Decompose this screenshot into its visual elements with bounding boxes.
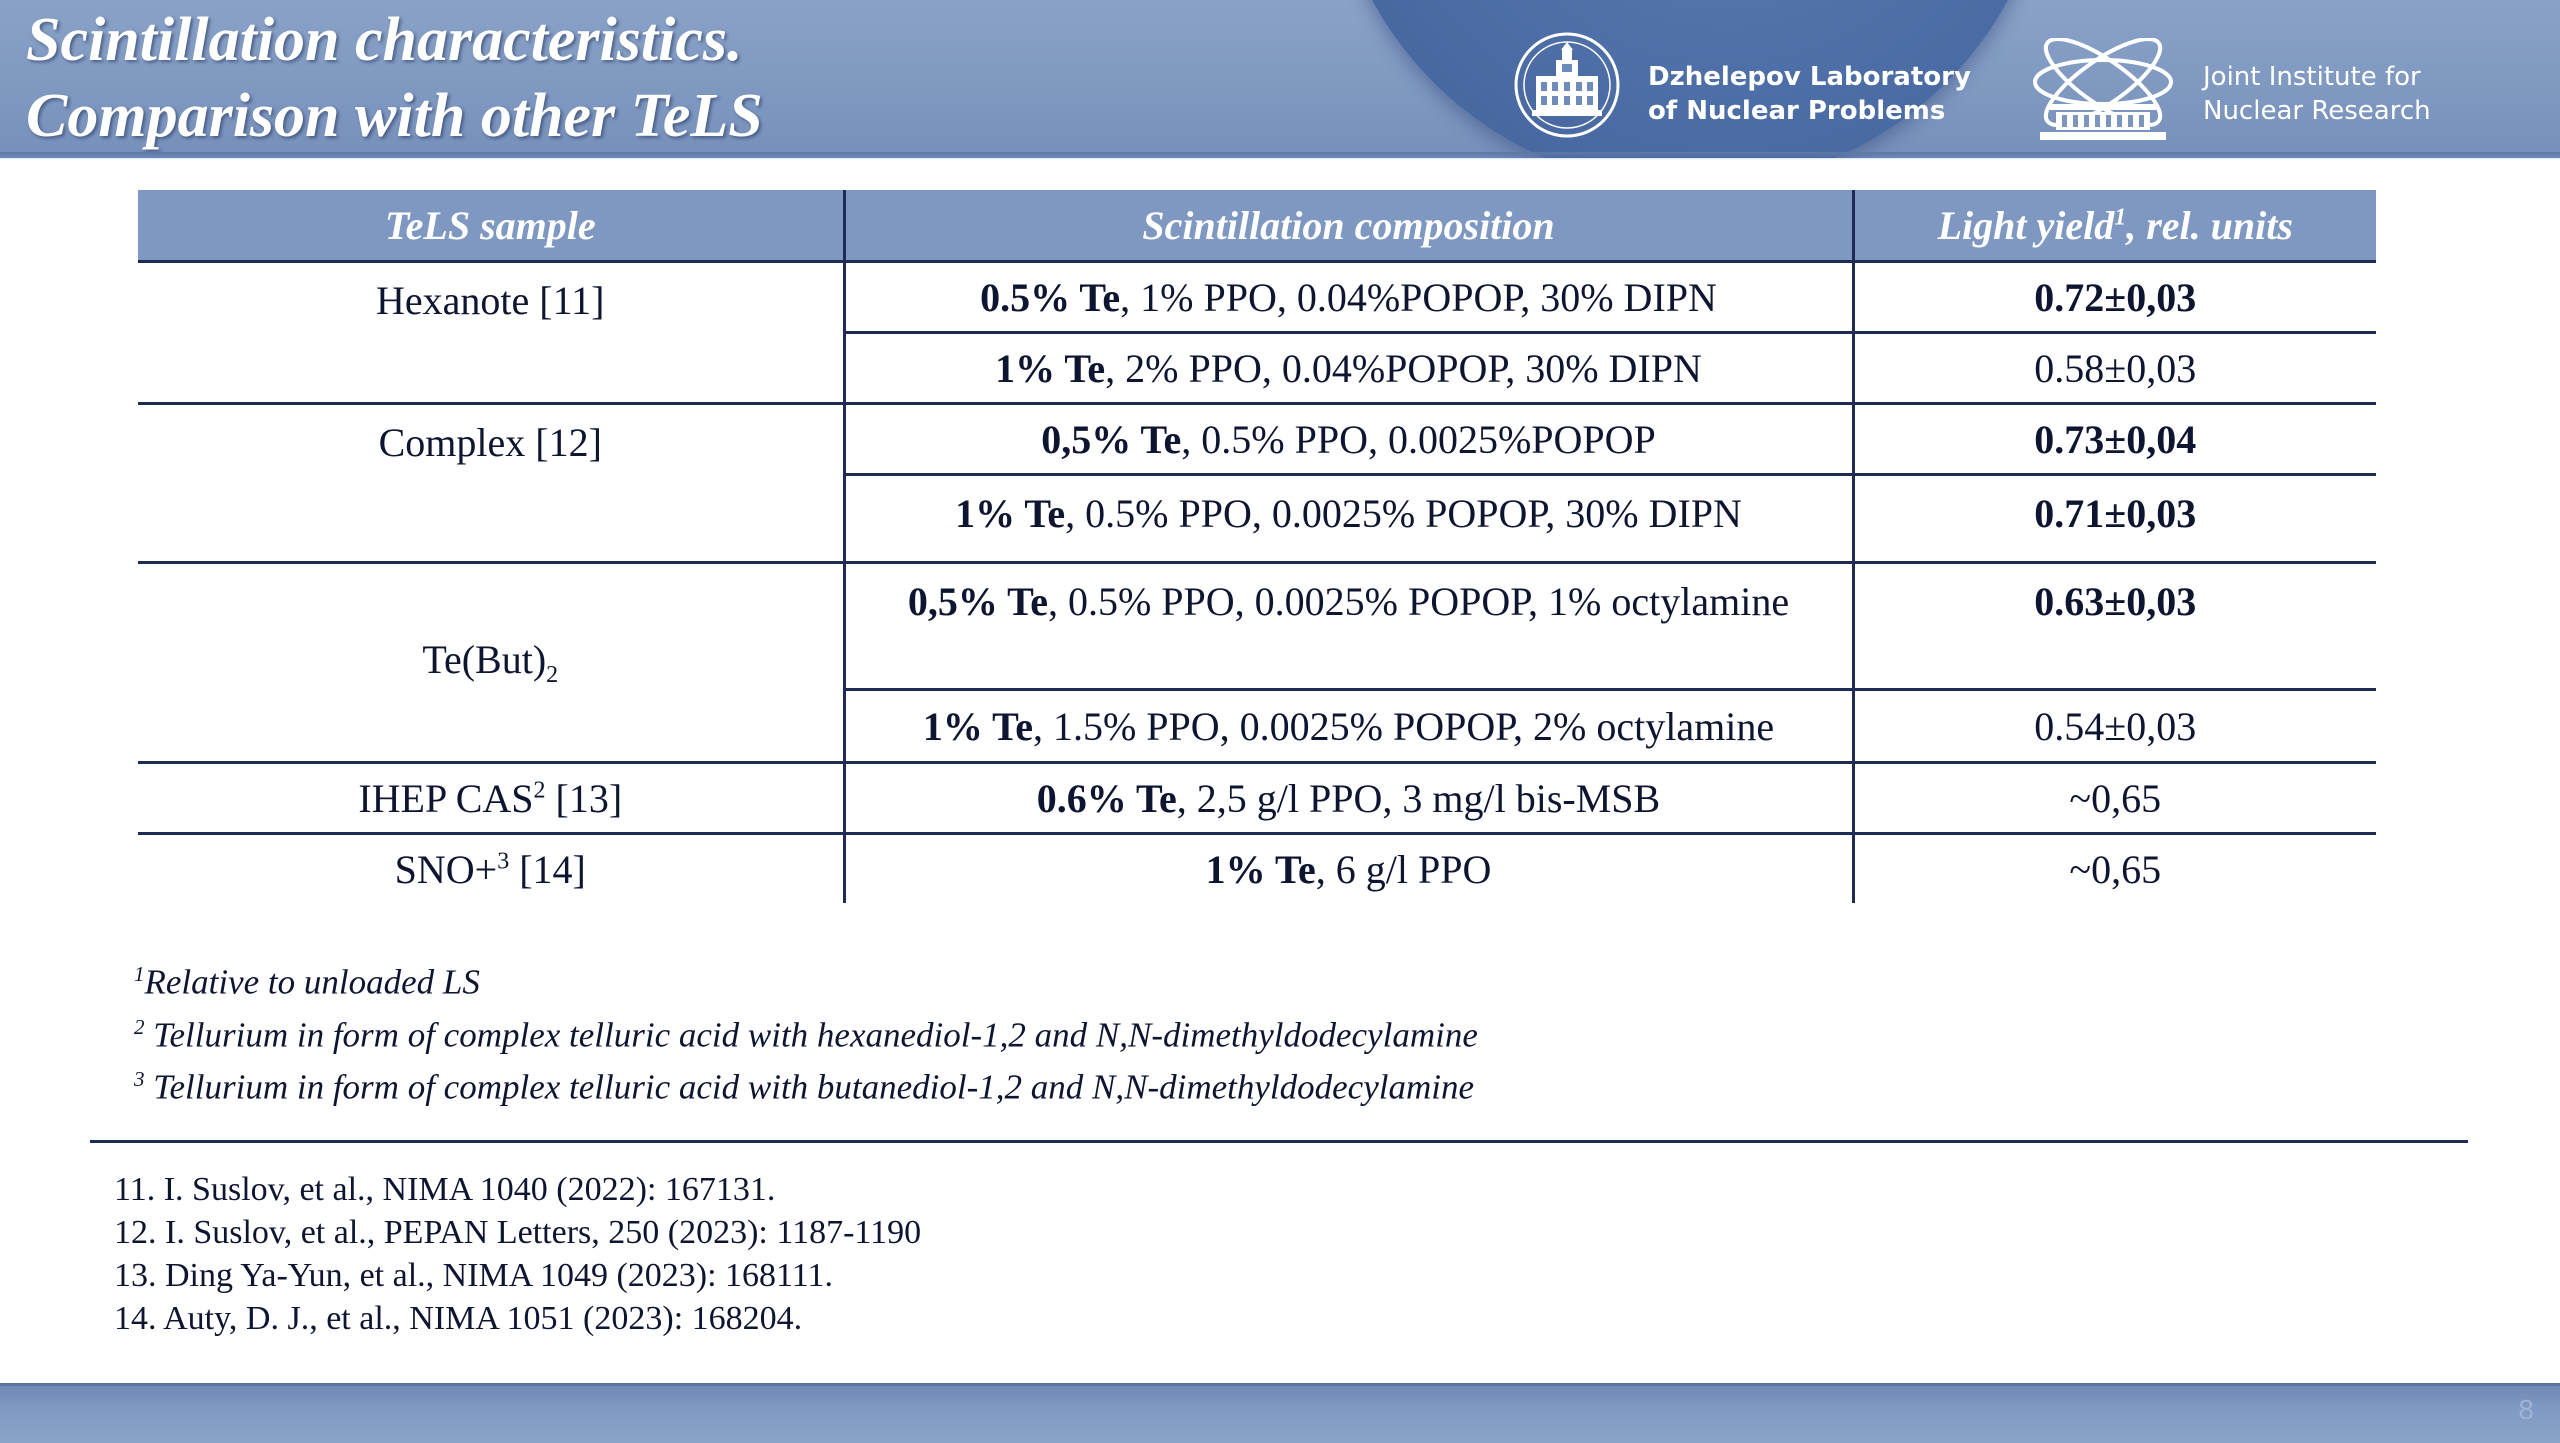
dlnp-lab-name — [1648, 60, 1971, 128]
sample-superscript: 3 — [497, 848, 510, 875]
footnote-2 — [134, 1005, 1478, 1058]
jinr-atom-logo-icon — [2026, 38, 2180, 144]
composition-rest: , 1% PPO, 0.04%POPOP, 30% DIPN — [1120, 274, 1717, 320]
footnote-text: Tellurium in form of complex telluric acid with butanediol-1,2 and N,N-dimethyldodecylamine — [144, 1067, 1475, 1107]
light-yield-value: 0.71±0,03 — [2034, 491, 2197, 536]
footnote-text: Tellurium in form of complex telluric acid with hexanediol-1,2 and N,N-dimethyldodecylamine — [144, 1015, 1478, 1055]
composition-cell — [844, 763, 1853, 834]
title-line-1: Scintillation characteristics. — [26, 6, 743, 74]
composition-cell — [844, 834, 1853, 904]
te-concentration: 0.6% Te — [1036, 775, 1177, 821]
header-light-yield-units: , rel. units — [2126, 202, 2293, 248]
footnotes — [134, 952, 1478, 1110]
te-concentration: 1% Te — [995, 345, 1106, 391]
light-yield-cell — [1853, 333, 2376, 404]
composition-cell — [844, 690, 1853, 763]
jinr-name-line-1: Joint Institute for — [2203, 62, 2421, 92]
sample-cell — [138, 563, 844, 763]
light-yield-cell — [1853, 690, 2376, 763]
sample-cell — [138, 262, 844, 404]
header-scintillation-composition: Scintillation composition — [844, 190, 1853, 262]
light-yield-value: ~0,65 — [2069, 846, 2162, 892]
composition-rest: , 2% PPO, 0.04%POPOP, 30% DIPN — [1105, 345, 1702, 391]
te-concentration: 1% Te — [922, 703, 1033, 749]
te-concentration: 1% Te — [955, 491, 1066, 536]
tels-comparison-table — [138, 190, 2376, 903]
sample-cell — [138, 404, 844, 563]
footnote-marker: 1 — [134, 962, 145, 986]
sample-name: Te(But) — [422, 637, 547, 682]
te-concentration: 1% Te — [1205, 846, 1316, 892]
header-tels-sample: TeLS sample — [138, 190, 844, 262]
table-row — [138, 834, 2376, 904]
header-shadow — [0, 152, 2560, 160]
composition-cell — [844, 333, 1853, 404]
composition-cell — [844, 262, 1853, 333]
dlnp-building-logo-icon — [1512, 30, 1622, 140]
sample-cell — [138, 834, 844, 904]
lab-name-line-2: of Nuclear Problems — [1648, 96, 1946, 126]
jinr-name-line-2: Nuclear Research — [2203, 96, 2431, 126]
sample-name: SNO+ — [394, 846, 498, 892]
header-light-yield-label: Light yield — [1937, 202, 2115, 248]
references-divider — [90, 1140, 2468, 1143]
light-yield-cell — [1853, 763, 2376, 834]
light-yield-value: 0.72±0,03 — [2034, 274, 2197, 320]
sample-subscript: 2 — [546, 662, 559, 688]
light-yield-value: 0.63±0,03 — [2034, 579, 2197, 624]
jinr-institute-name — [2203, 60, 2431, 128]
footnote-text: Relative to unloaded LS — [144, 962, 480, 1002]
composition-rest: , 0.5% PPO, 0.0025%POPOP — [1181, 416, 1656, 462]
light-yield-value: ~0,65 — [2069, 775, 2162, 821]
light-yield-value: 0.58±0,03 — [2034, 345, 2197, 391]
reference-item: 11. I. Suslov, et al., NIMA 1040 (2022): 167131. — [114, 1171, 776, 1208]
table-header-row — [138, 190, 2376, 262]
composition-rest: , 2,5 g/l PPO, 3 mg/l bis-MSB — [1176, 775, 1661, 821]
reference-item: 13. Ding Ya-Yun, et al., NIMA 1049 (2023): 168111. — [114, 1257, 834, 1294]
composition-cell — [844, 563, 1853, 690]
te-concentration: 0.5% Te — [980, 274, 1121, 320]
slide-header — [0, 0, 2560, 158]
footnote-1 — [134, 952, 1478, 1005]
sample-name: Hexanote [11] — [376, 278, 605, 323]
title-line-2: Comparison with other TeLS — [26, 82, 763, 150]
composition-rest: , 0.5% PPO, 0.0025% POPOP, 30% DIPN — [1065, 491, 1742, 536]
slide-title — [26, 2, 763, 154]
reference-item: 14. Auty, D. J., et al., NIMA 1051 (2023): 168204. — [114, 1300, 803, 1337]
sample-name: Complex [12] — [378, 420, 602, 465]
lab-name-line-1: Dzhelepov Laboratory — [1648, 62, 1971, 92]
table-row — [138, 404, 2376, 475]
sample-reference: [13] — [545, 775, 623, 821]
sample-reference: [14] — [509, 846, 586, 892]
table-row — [138, 262, 2376, 333]
sample-cell — [138, 763, 844, 834]
table-row — [138, 563, 2376, 690]
composition-rest: , 6 g/l PPO — [1315, 846, 1492, 892]
composition-rest: , 0.5% PPO, 0.0025% POPOP, 1% octylamine — [1047, 579, 1790, 624]
light-yield-cell — [1853, 563, 2376, 690]
footnote-marker: 2 — [134, 1014, 145, 1039]
header-light-yield-sup: 1 — [2114, 204, 2127, 231]
sample-superscript: 2 — [533, 777, 546, 804]
reference-item: 12. I. Suslov, et al., PEPAN Letters, 250 (2023): 1187-1190 — [114, 1214, 922, 1251]
light-yield-cell — [1853, 834, 2376, 904]
references-list — [114, 1168, 921, 1340]
composition-cell — [844, 404, 1853, 475]
footnote-marker: 3 — [134, 1067, 145, 1092]
composition-cell — [844, 475, 1853, 563]
light-yield-cell — [1853, 404, 2376, 475]
composition-rest: , 1.5% PPO, 0.0025% POPOP, 2% octylamine — [1032, 703, 1775, 749]
light-yield-cell — [1853, 475, 2376, 563]
light-yield-cell — [1853, 262, 2376, 333]
sample-name: IHEP CAS — [358, 775, 534, 821]
header-light-yield — [1853, 190, 2376, 262]
page-number: 8 — [2518, 1394, 2534, 1425]
footnote-3 — [134, 1057, 1478, 1110]
te-concentration: 0,5% Te — [1041, 416, 1182, 462]
table-row — [138, 763, 2376, 834]
slide-footer — [0, 1383, 2560, 1443]
te-concentration: 0,5% Te — [907, 579, 1048, 624]
light-yield-value: 0.54±0,03 — [2034, 703, 2197, 749]
light-yield-value: 0.73±0,04 — [2034, 416, 2197, 462]
